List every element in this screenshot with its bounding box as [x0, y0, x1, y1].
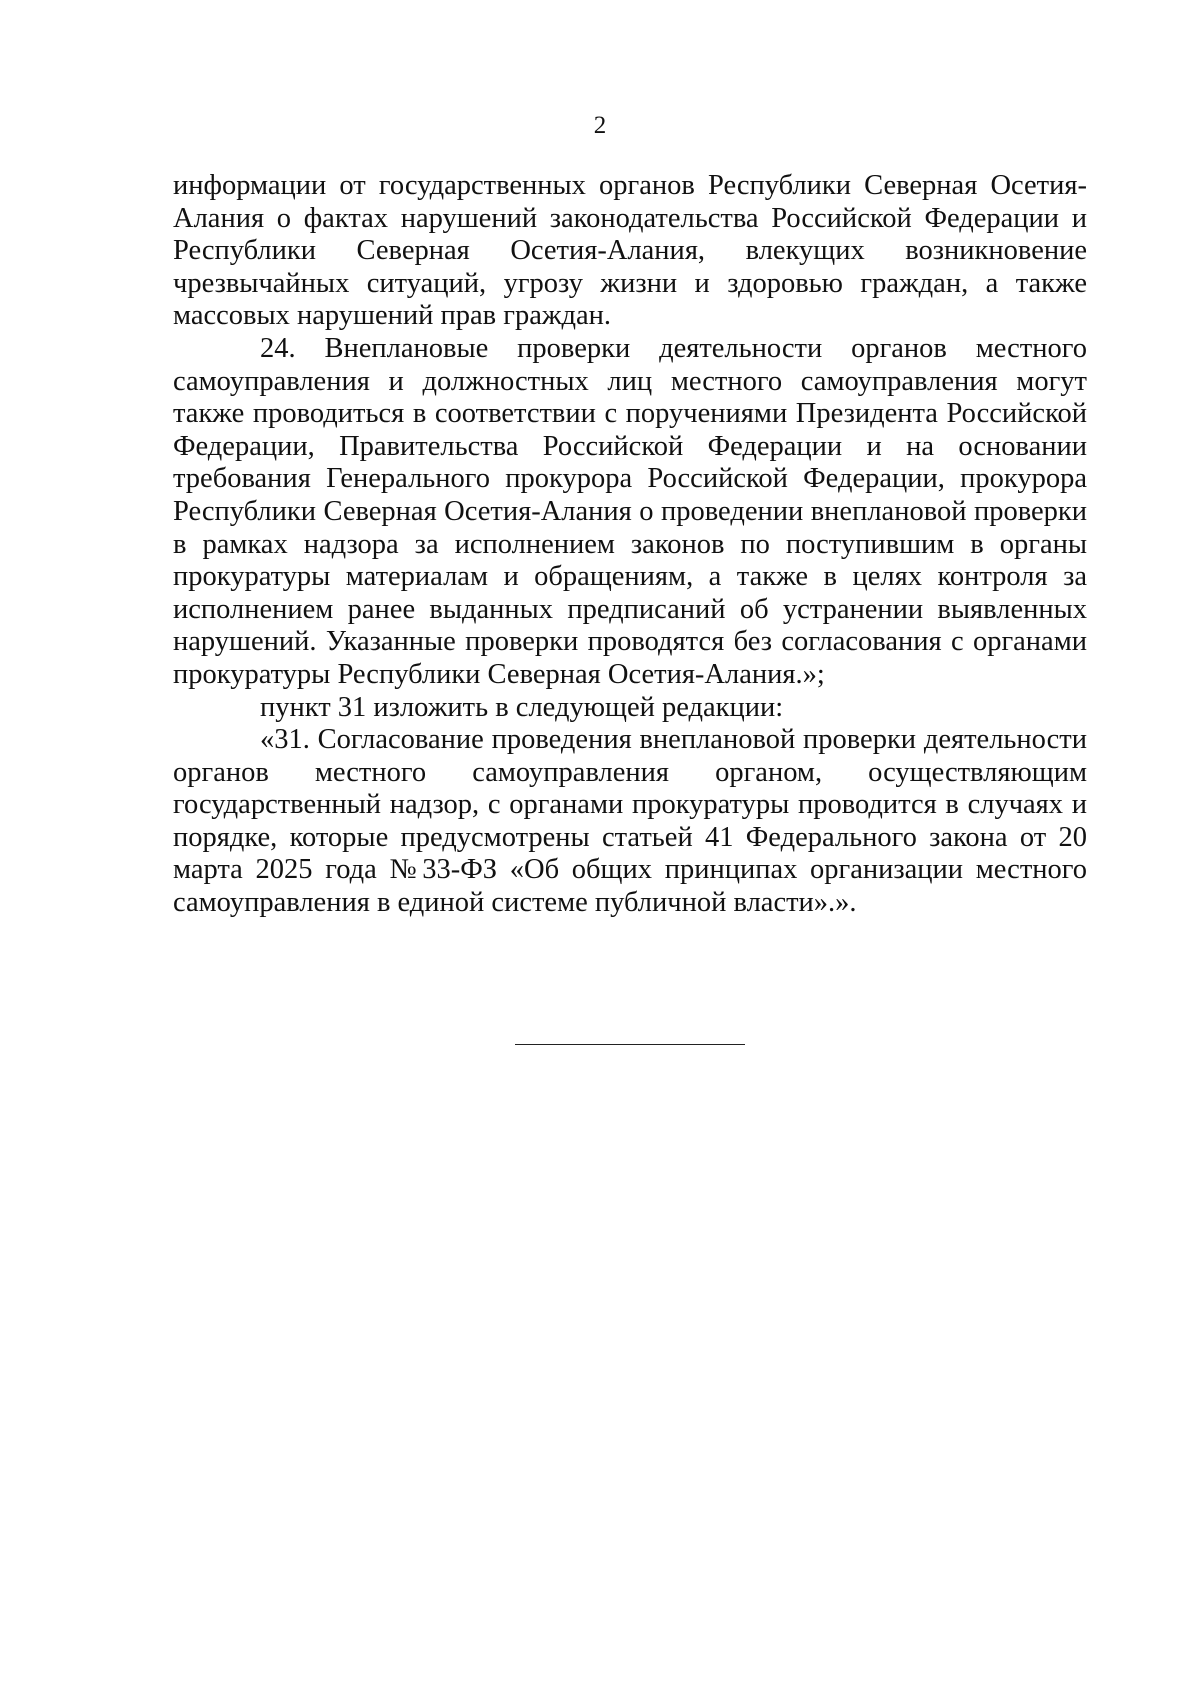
- paragraph-amendment-intro: пункт 31 изложить в следующей редакции:: [260, 691, 784, 723]
- paragraph-item-31: «31. Согласование проведения внеплановой проверки деятельности органов местного самоуправления органом, осуществляющим государственный надзор, с органами прокуратуры проводится в случаях и порядке, которые предусмотрены статьей 41 Федерального закона от 20 марта 2025 года №33-ФЗ «Об общих принципах организации местного самоуправления в единой системе публичной власти».».: [173, 724, 1087, 919]
- document-body: [173, 170, 1087, 920]
- paragraph-continuation: информации от государственных органов Республики Северная Осетия-Алания о фактах нарушений законодательства Российской Федерации и Республики Северная Осетия-Алания, влекущих возникновение чрезвычайных ситуаций, угрозу жизни и здоровью граждан, а также массовых нарушений прав граждан.: [173, 170, 1087, 332]
- end-separator-line: [515, 1044, 745, 1045]
- page-number: 2: [593, 112, 607, 139]
- paragraph-item-24: 24. Внеплановые проверки деятельности органов местного самоуправления и должностных лиц местного самоуправления могут также проводиться в соответствии с поручениями Президента Российской Федерации, Правительства Российской Федерации и на основании требования Генерального прокурора Российской Федерации, прокурора Республики Северная Осетия-Алания о проведении внеплановой проверки в рамках надзора за исполнением законов по поступившим в органы прокуратуры материалам и обращениям, а также в целях контроля за исполнением ранее выданных предписаний об устранении выявленных нарушений. Указанные проверки проводятся без согласования с органами прокуратуры Республики Северная Осетия-Алания.»;: [173, 332, 1087, 690]
